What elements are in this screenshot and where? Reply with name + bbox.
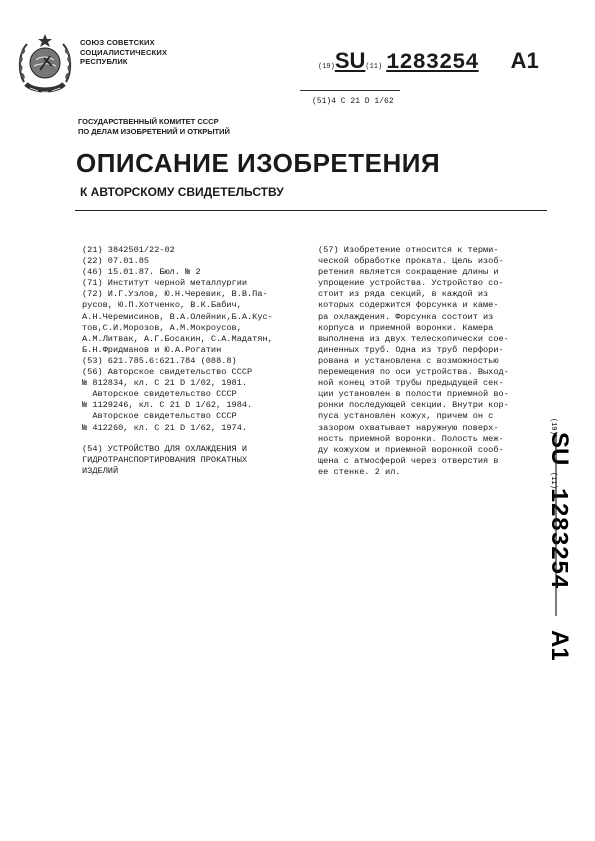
- biblio-line: (71) Институт черной металлургии: [82, 278, 248, 289]
- abstract-line: ность приемной воронки. Полость меж-: [318, 433, 504, 444]
- issuing-country: [80, 38, 167, 67]
- vertical-kind-code: A1: [546, 630, 573, 661]
- bibliographic-data: [82, 245, 310, 477]
- country-code: SU: [334, 48, 366, 73]
- biblio-line: № 812834, кл. С 21 D 1/02, 1981.: [82, 378, 248, 389]
- document-title: ОПИСАНИЕ ИЗОБРЕТЕНИЯ: [76, 148, 441, 178]
- abstract-line: зазором охватывает наружную поверх-: [318, 422, 499, 433]
- kind-code: A1: [510, 48, 539, 73]
- code-19: (19): [318, 63, 335, 71]
- biblio-line: № 412260, кл. С 21 D 1/62, 1974.: [82, 422, 248, 433]
- biblio-line: А.Н.Черемисинов, В.А.Олейник,Б.А.Кус-: [82, 311, 273, 322]
- invention-title-line: (54) УСТРОЙСТВО ДЛЯ ОХЛАЖДЕНИЯ И: [82, 443, 248, 454]
- ipc-class: (51)4 С 21 D 1/62: [312, 97, 394, 106]
- biblio-line: тов,С.И.Морозов, А.М.Мокроусов,: [82, 322, 242, 333]
- biblio-line: Авторское свидетельство СССР: [82, 389, 237, 400]
- abstract-line: ду кожухом и приемной воронкой сооб-: [318, 444, 504, 455]
- vertical-code-11: (11): [549, 472, 557, 489]
- abstract-line: выполнена из двух телескопически сое-: [318, 333, 509, 344]
- biblio-line: (21) 3842501/22-02: [82, 245, 175, 255]
- abstract-line: ции установлен в полости приемной во-: [318, 389, 509, 400]
- abstract-line: ее стенке. 2 ил.: [318, 466, 401, 477]
- patent-number: 1283254: [386, 50, 479, 75]
- abstract-line: которых содержится форсунка и каме-: [318, 300, 499, 311]
- invention-title-line: ГИДРОТРАНСПОРТИРОВАНИЯ ПРОКАТНЫХ: [82, 454, 248, 465]
- org-line: СОЮЗ СОВЕТСКИХ: [80, 38, 155, 47]
- abstract-line: ческой обработке проката. Цель изоб-: [318, 256, 504, 267]
- biblio-line: № 1129246, кл. С 21 D 1/62, 1984.: [82, 400, 253, 411]
- biblio-line: (46) 15.01.87. Бюл. № 2: [82, 267, 201, 278]
- org-line: РЕСПУБЛИК: [80, 57, 128, 66]
- committee: [78, 117, 230, 137]
- biblio-line: Авторское свидетельство СССР: [82, 411, 237, 422]
- vertical-code-19: (19): [549, 418, 557, 435]
- abstract-line: ра охлаждения. Форсунка состоит из: [318, 311, 494, 322]
- biblio-line: (22) 07.01.85: [82, 256, 150, 267]
- document-subtitle: К АВТОРСКОМУ СВИДЕТЕЛЬСТВУ: [80, 185, 284, 199]
- abstract-line: ретения является сокращение длины и: [318, 267, 499, 278]
- abstract-line: пуса установлен кожух, причем он с: [318, 411, 494, 422]
- abstract-line: рована и установлена с возможностью: [318, 355, 499, 366]
- biblio-line: (56) Авторское свидетельство СССР: [82, 367, 253, 378]
- abstract-line: (57) Изобретение относится к терми-: [318, 245, 499, 255]
- biblio-line: (72) И.Г.Узлов, Ю.Н.Черевик, В.В.Па-: [82, 289, 268, 300]
- committee-line: ПО ДЕЛАМ ИЗОБРЕТЕНИЙ И ОТКРЫТИЙ: [78, 127, 230, 136]
- vertical-publication-number: [540, 418, 580, 673]
- abstract-line: диненных труб. Одна из труб перфори-: [318, 344, 504, 355]
- publication-number: [318, 48, 539, 82]
- header-divider: [75, 210, 547, 211]
- biblio-line: А.М.Литвак, А.Г.Босакин, С.А.Мадатян,: [82, 333, 273, 344]
- biblio-line: Б.Н.Фридманов и Ю.А.Рогатин: [82, 344, 222, 355]
- org-line: СОЦИАЛИСТИЧЕСКИХ: [80, 47, 168, 57]
- ussr-coat-of-arms-icon: [14, 30, 76, 100]
- committee-line: ГОСУДАРСТВЕННЫЙ КОМИТЕТ СССР: [78, 117, 219, 126]
- biblio-line: (53) 621.785.6:621.784 (088.8): [82, 355, 237, 366]
- code-11: (11): [365, 63, 383, 71]
- abstract-line: упрощение устройства. Устройство со-: [318, 278, 504, 289]
- abstract-line: ной конец этой трубы предыдущей сек-: [318, 378, 504, 389]
- vertical-patent-number: 1283254: [544, 488, 571, 589]
- invention-title-line: ИЗДЕЛИЙ: [82, 465, 119, 476]
- abstract-line: стоит из ряда секций, в каждой из: [318, 289, 489, 300]
- abstract-line: ронки последующей секции. Внутри кор-: [318, 400, 509, 411]
- abstract-line: щена с атмосферой через отверстия в: [318, 455, 499, 466]
- ipc-divider: [300, 90, 400, 91]
- abstract-line: корпуса и приемной воронки. Камера: [318, 322, 494, 333]
- abstract-line: перемещения по оси устройства. Выход-: [318, 367, 509, 378]
- biblio-line: русов, Ю.П.Хотченко, В.К.Бабич,: [82, 300, 242, 311]
- vertical-country-code: SU: [546, 432, 573, 466]
- abstract: [318, 245, 540, 478]
